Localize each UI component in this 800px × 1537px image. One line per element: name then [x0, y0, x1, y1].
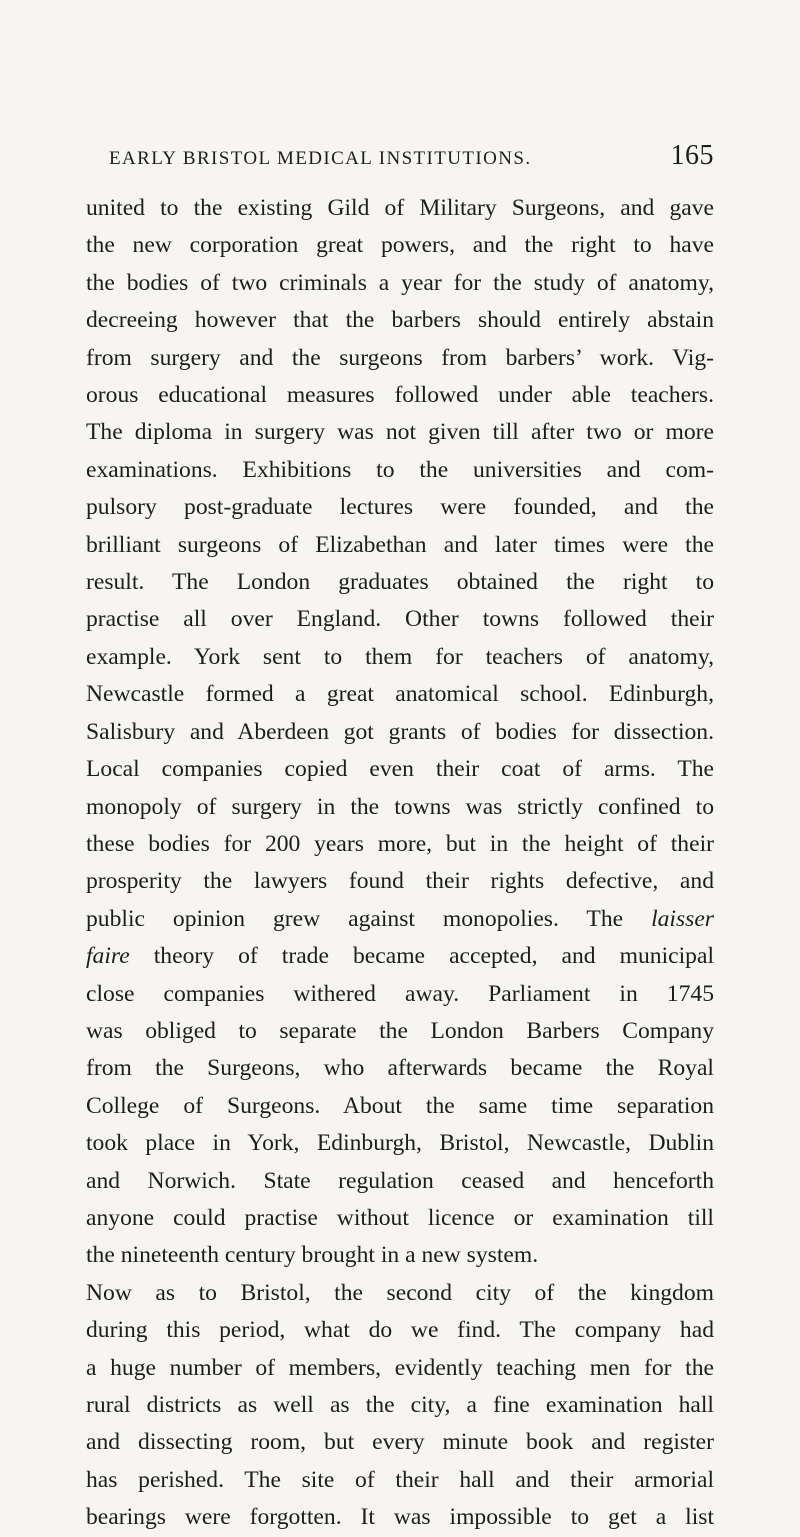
text-line: anyone could practise without licence or examination till	[86, 1204, 714, 1231]
body-text	[86, 190, 714, 1537]
text-line: during this period, what do we find. The company had	[86, 1317, 714, 1344]
text-line: decreeing however that the barbers should entirely abstain	[86, 307, 714, 334]
text-segment: theory of trade became accepted, and municipal	[153, 943, 714, 970]
text-line: The diploma in surgery was not given till after two or more	[86, 419, 714, 446]
text-line: College of Surgeons. About the same time separation	[86, 1092, 714, 1119]
text-line: Local companies copied even their coat of arms. The	[86, 756, 714, 783]
text-line: pulsory post-graduate lectures were founded, and the	[86, 494, 714, 521]
text-line: bearings were forgotten. It was impossible to get a list	[86, 1504, 714, 1531]
text-line: has perished. The site of their hall and their armorial	[86, 1466, 714, 1493]
text-line: from surgery and the surgeons from barbers’ work. Vig-	[86, 344, 714, 371]
text-line: result. The London graduates obtained the right to	[86, 569, 714, 596]
text-line: the new corporation great powers, and the right to have	[86, 232, 714, 259]
text-line: example. York sent to them for teachers of anatomy,	[86, 643, 714, 670]
text-line: a huge number of members, evidently teaching men for the	[86, 1354, 714, 1381]
text-line: practise all over England. Other towns followed their	[86, 606, 714, 633]
text-line: the bodies of two criminals a year for the study of anatomy,	[86, 269, 714, 296]
text-line: rural districts as well as the city, a fine examination hall	[86, 1392, 714, 1418]
text-line: took place in York, Edinburgh, Bristol, Newcastle, Dublin	[86, 1130, 714, 1157]
running-header	[109, 140, 714, 184]
text-line: from the Surgeons, who afterwards became the Royal	[86, 1055, 714, 1082]
text-line: was obliged to separate the London Barbers Company	[86, 1017, 714, 1044]
text-line: Salisbury and Aberdeen got grants of bodies for dissection.	[86, 718, 714, 745]
running-title: EARLY BRISTOL MEDICAL INSTITUTIONS.	[109, 148, 532, 169]
text-line: orous educational measures followed under able teachers.	[86, 382, 714, 409]
page-content	[86, 140, 714, 1537]
text-line: the nineteenth century brought in a new system.	[86, 1242, 539, 1269]
text-line: close companies withered away. Parliament in 1745	[86, 980, 714, 1007]
text-line: brilliant surgeons of Elizabethan and later times were the	[86, 531, 714, 558]
text-line: united to the existing Gild of Military Surgeons, and gave	[86, 195, 714, 221]
text-line-with-italic	[86, 901, 714, 938]
text-line: Now as to Bristol, the second city of the kingdom	[86, 1279, 714, 1306]
text-line: and dissecting room, but every minute book and register	[86, 1429, 714, 1456]
text-line: examinations. Exhibitions to the universities and com-	[86, 456, 714, 483]
text-line: monopoly of surgery in the towns was strictly confined to	[86, 793, 714, 820]
text-line: prosperity the lawyers found their rights defective, and	[86, 868, 714, 895]
text-line: and Norwich. State regulation ceased and henceforth	[86, 1167, 714, 1194]
page-number: 165	[670, 140, 714, 171]
text-segment: public opinion grew against monopolies. The	[86, 905, 624, 932]
text-line-with-italic	[86, 938, 714, 975]
italic-term: laisser	[651, 905, 714, 932]
text-line: Newcastle formed a great anatomical school. Edinburgh,	[86, 681, 714, 708]
italic-term: faire	[86, 943, 130, 970]
text-line: these bodies for 200 years more, but in the height of their	[86, 830, 714, 857]
